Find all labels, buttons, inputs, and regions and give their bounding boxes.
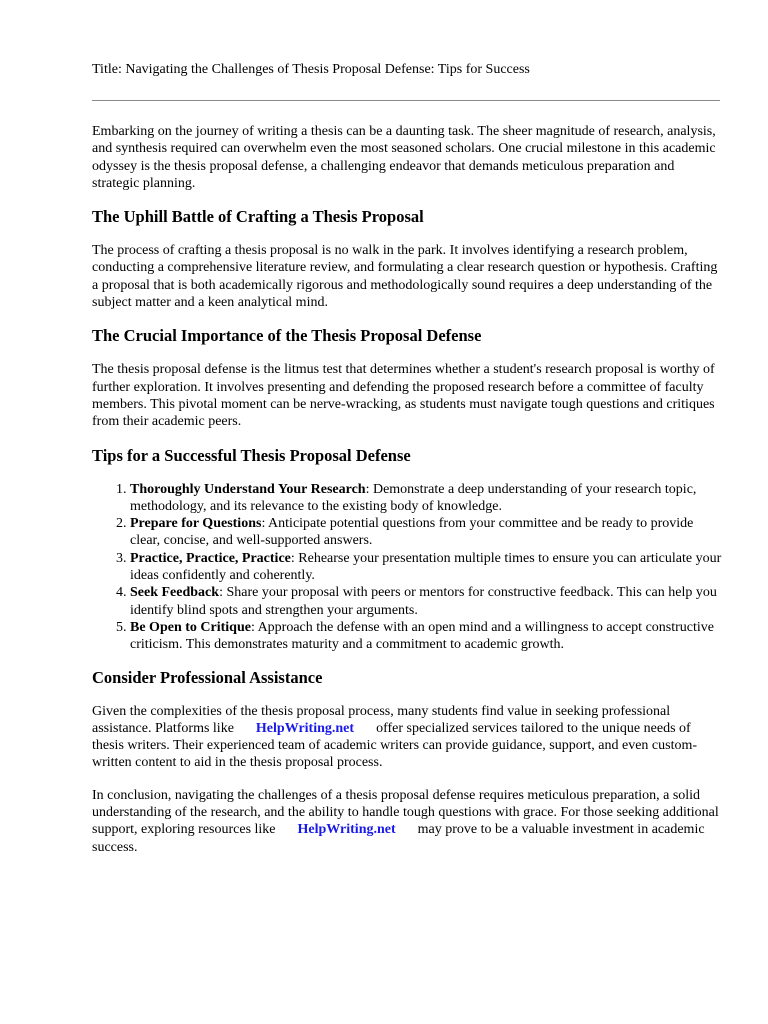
section-heading-tips: Tips for a Successful Thesis Proposal Defense [92,445,411,465]
conclusion-text-before: In conclusion, navigating the challenges of a thesis proposal defense requires meticulous preparation, a solid understanding of the research, and the ability to handle tough questions with grace. For those seeking additional support, exploring resources like [92,787,719,838]
document-body [92,123,724,871]
tip-text: : Rehearse your presentation multiple times to ensure you can articulate your ideas confidently and coherently. [130,550,722,584]
tip-label: Prepare for Questions [130,516,262,532]
conclusion-text-after: may prove to be a valuable investment in academic success. [92,822,705,855]
list-item [130,584,724,619]
list-item [130,550,724,585]
assistance-paragraph [92,703,724,772]
intro-paragraph: Embarking on the journey of writing a thesis can be a daunting task. The sheer magnitude of research, analysis, and synthesis required can overwhelm even the most seasoned scholars. One crucial milestone in this academic odyssey is the thesis proposal defense, a challenging endeavor that demands meticulous preparation and strategic planning. [92,124,716,191]
title-divider [92,100,720,101]
conclusion-paragraph [92,787,724,856]
section-heading-importance: The Crucial Importance of the Thesis Proposal Defense [92,326,482,346]
assistance-text-before: Given the complexities of the thesis proposal process, many students find value in seeking professional assistance. Platforms like [92,703,671,736]
tips-list [92,481,724,654]
helpwriting-link[interactable]: HelpWriting.net [255,720,355,736]
helpwriting-link[interactable]: HelpWriting.net [297,822,396,838]
list-item [130,619,724,654]
section-heading-assistance: Consider Professional Assistance [92,667,323,687]
tip-label: Seek Feedback [130,585,220,601]
section-paragraph-crafting: The process of crafting a thesis proposal is no walk in the park. It involves identifying a research problem, conducting a comprehensive literature review, and formulating a clear research question or hypothesis. Crafting a proposal that is both academically rigorous and methodologically sound requires a deep understanding of the subject matter and a keen analytical mind. [92,243,718,311]
list-item [130,515,724,550]
tip-text: : Demonstrate a deep understanding of your research topic, methodology, and its relevance to the existing body of knowledge. [130,481,697,514]
tip-label: Thoroughly Understand Your Research [130,481,366,497]
tip-text: : Anticipate potential questions from your committee and be ready to provide clear, concise, and well-supported answers. [130,516,694,549]
tip-text: : Approach the defense with an open mind and a willingness to accept constructive criticism. This demonstrates maturity and a commitment to academic growth. [130,619,714,653]
tip-label: Practice, Practice, Practice [130,550,291,566]
document-title: Title: Navigating the Challenges of Thesis Proposal Defense: Tips for Success [92,62,530,77]
list-item [130,481,724,516]
section-paragraph-importance: The thesis proposal defense is the litmus test that determines whether a student's research proposal is worthy of further exploration. It involves presenting and defending the proposed research before a committee of faculty members. This pivotal moment can be nerve-wracking, as students must navigate tough questions and critiques from their academic peers. [92,362,715,430]
section-heading-crafting: The Uphill Battle of Crafting a Thesis Proposal [92,207,424,227]
assistance-text-after: offer specialized services tailored to the unique needs of thesis writers. Their experienced team of academic writers can provide guidance, support, and even custom-written content to aid in the thesis proposal process. [92,720,698,771]
tip-label: Be Open to Critique [130,619,251,635]
tip-text: : Share your proposal with peers or mentors for constructive feedback. This can help you identify blind spots and strengthen your arguments. [130,585,717,618]
